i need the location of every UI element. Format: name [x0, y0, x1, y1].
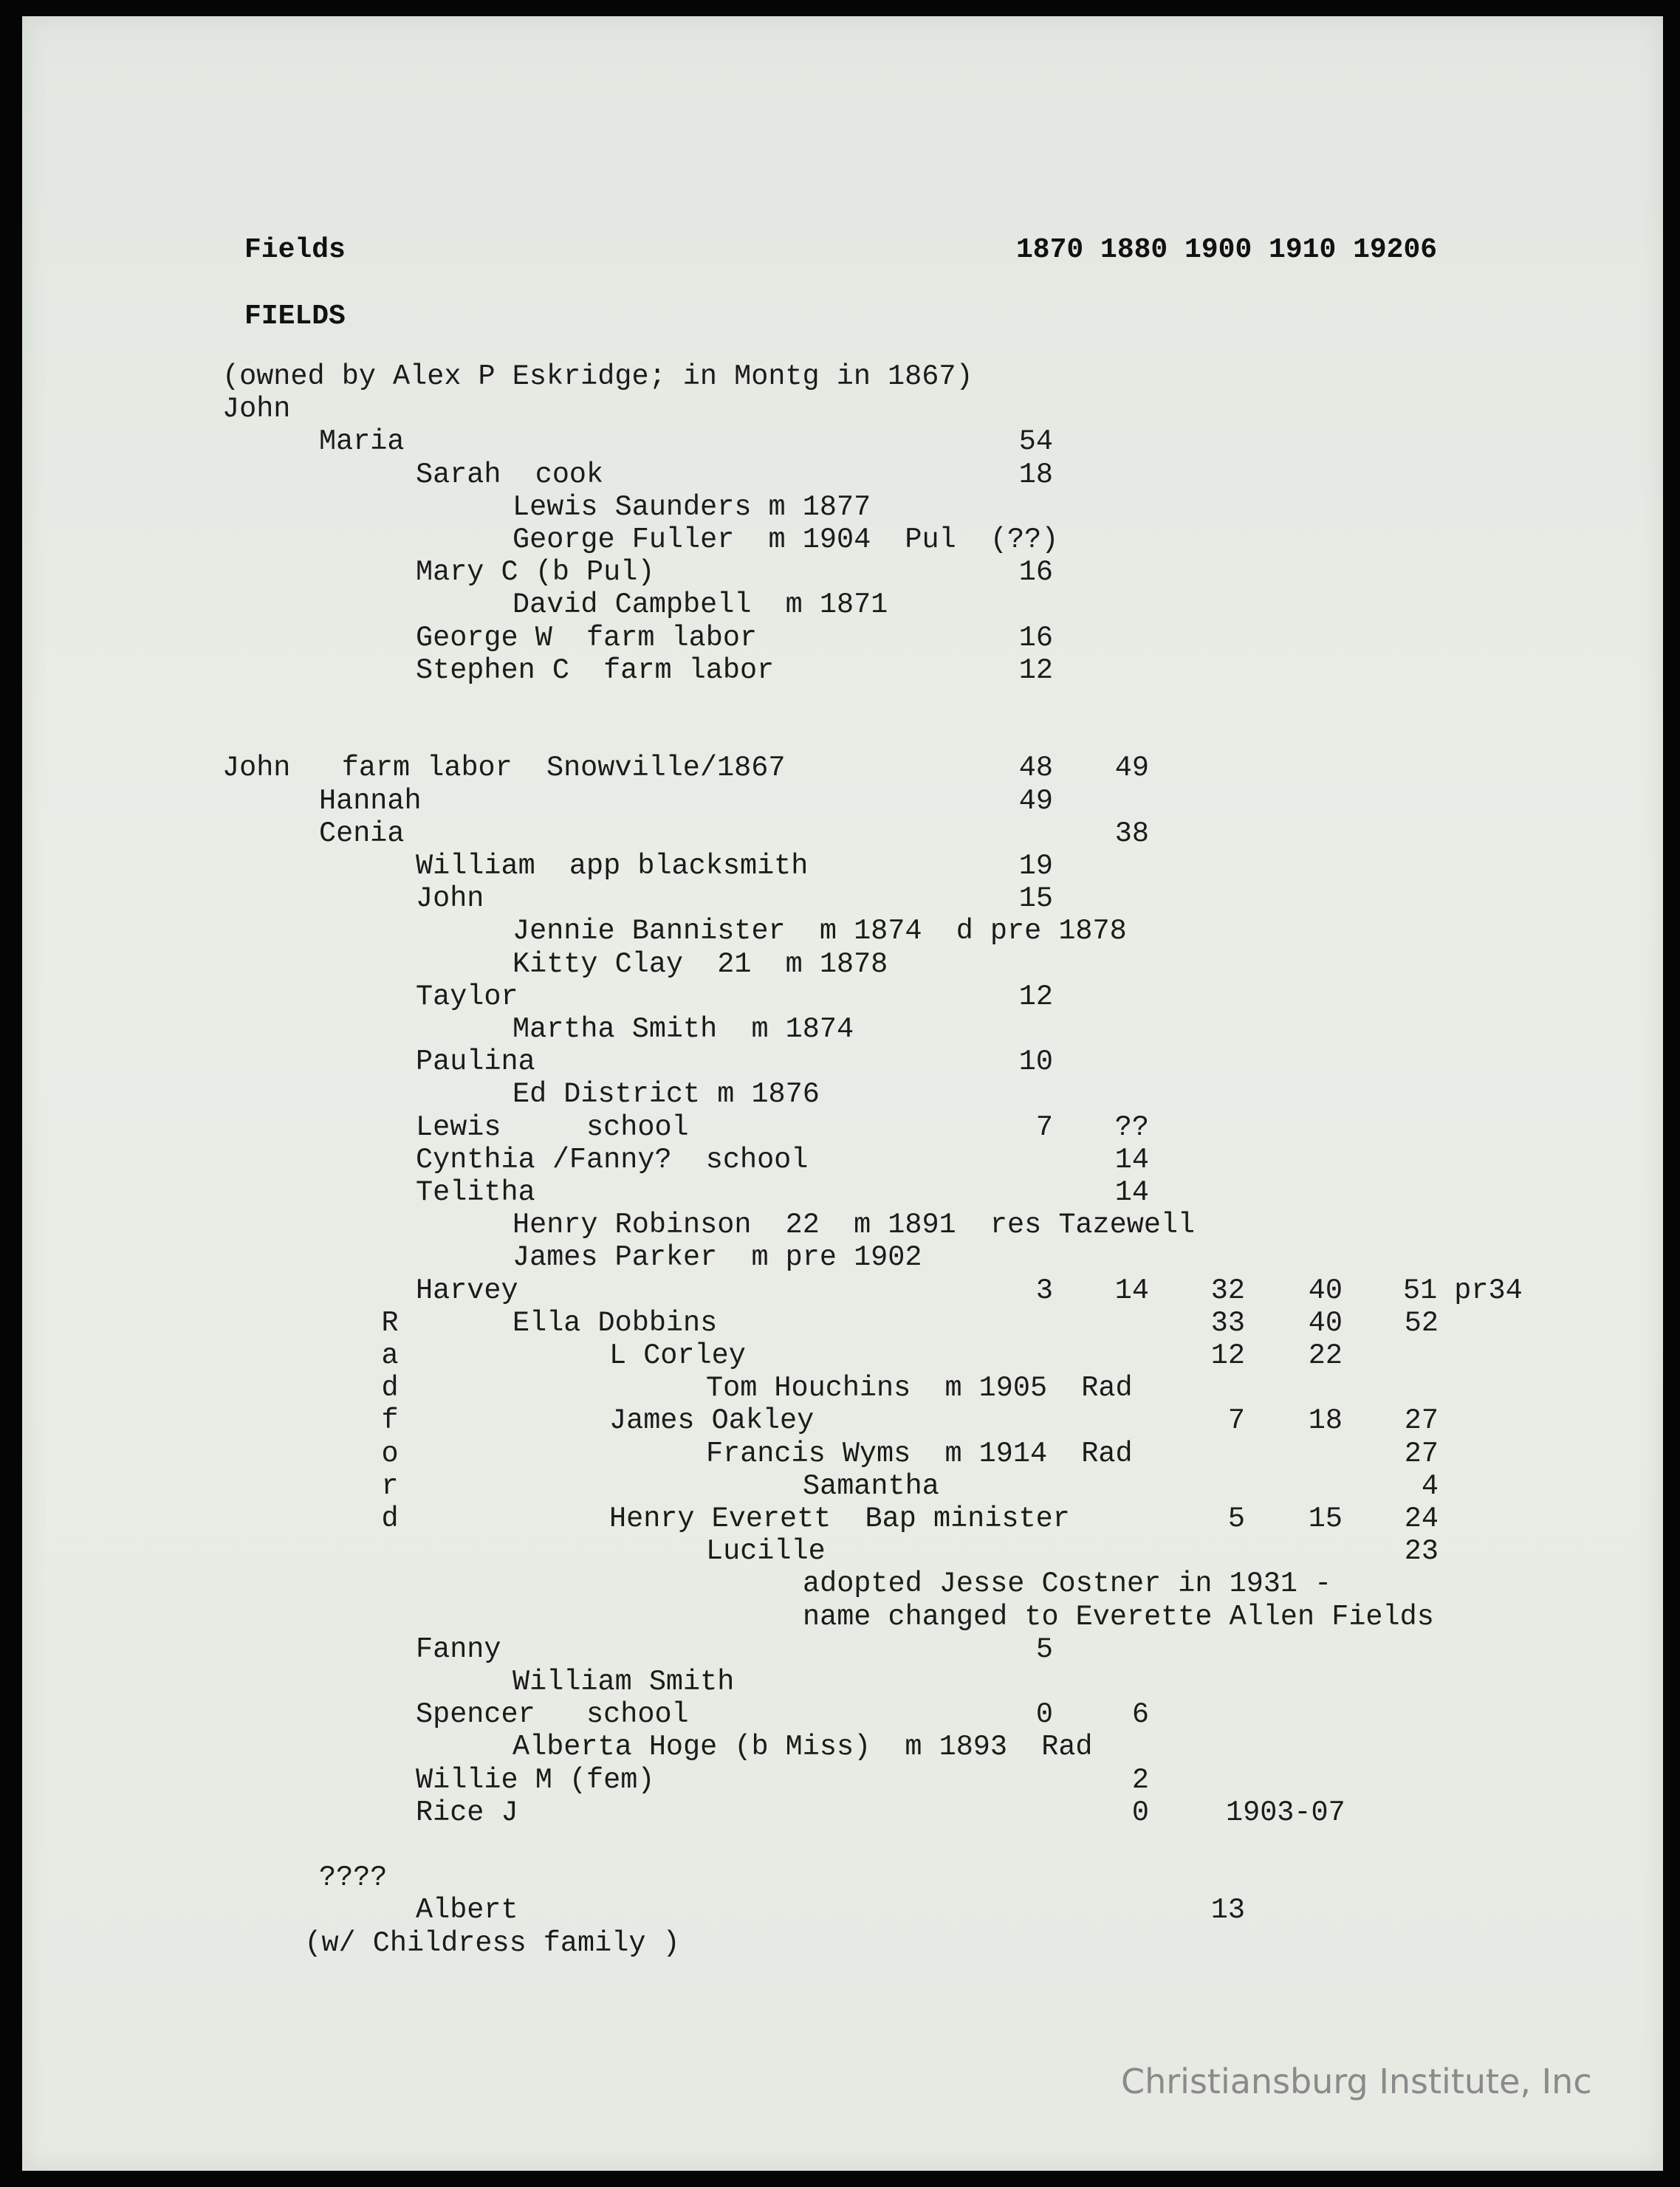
record-text: Spencer school — [416, 1698, 689, 1731]
header-surname: Fields — [244, 234, 346, 266]
census-age-1880: 49 — [1114, 752, 1149, 785]
record-row — [22, 752, 1663, 784]
record-row — [22, 1503, 1663, 1535]
census-age-1920: 27 — [1404, 1404, 1439, 1438]
record-row — [22, 1601, 1663, 1633]
census-age-1920: 24 — [1404, 1503, 1439, 1535]
watermark: Christiansburg Institute, Inc — [1121, 2061, 1592, 2101]
census-age-1870: 19 — [1018, 850, 1053, 882]
record-text: James Parker m pre 1902 — [512, 1241, 922, 1274]
document-page — [22, 16, 1663, 2171]
census-age-1920: 27 — [1404, 1437, 1439, 1470]
radford-letter: a — [381, 1339, 399, 1372]
record-row — [22, 1111, 1663, 1144]
record-row — [22, 719, 1663, 752]
header-census-years: 1870 1880 1900 1910 19206 — [1016, 234, 1438, 266]
record-row — [22, 1796, 1663, 1829]
record-text: John farm labor Snowville/1867 — [222, 752, 786, 785]
census-age-1870: 48 — [1018, 752, 1053, 785]
census-age-1880: 38 — [1114, 817, 1149, 850]
record-text: James Oakley — [609, 1404, 815, 1438]
record-text: Taylor — [416, 980, 518, 1013]
census-age-1880: 0 — [1131, 1796, 1149, 1829]
census-age-1920: 52 — [1404, 1306, 1439, 1339]
census-age-1880: 2 — [1131, 1763, 1149, 1796]
record-row — [22, 1339, 1663, 1372]
census-age-1880: 14 — [1114, 1143, 1149, 1176]
record-text: Alberta Hoge (b Miss) m 1893 Rad — [512, 1731, 1093, 1764]
record-row — [22, 981, 1663, 1013]
record-row — [22, 1698, 1663, 1731]
census-age-1870: 3 — [1035, 1274, 1053, 1307]
radford-letter: R — [381, 1306, 399, 1339]
census-age-1870: 54 — [1018, 425, 1053, 459]
record-row — [22, 1764, 1663, 1796]
record-row — [22, 1633, 1663, 1666]
record-text: Francis Wyms m 1914 Rad — [706, 1437, 1133, 1470]
record-text: Tom Houchins m 1905 Rad — [706, 1372, 1133, 1405]
section-title: FIELDS — [244, 301, 346, 332]
record-row — [22, 360, 1663, 393]
census-age-1870: 10 — [1018, 1046, 1053, 1079]
record-text: David Campbell m 1871 — [512, 588, 888, 622]
record-row — [22, 1404, 1663, 1437]
record-row — [22, 1372, 1663, 1404]
record-text: Hannah — [319, 784, 422, 817]
record-row — [22, 1144, 1663, 1176]
record-row — [22, 1013, 1663, 1046]
record-row — [22, 523, 1663, 556]
record-text: Telitha — [416, 1176, 535, 1209]
record-row — [22, 1731, 1663, 1763]
record-row — [22, 785, 1663, 817]
census-age-1880: 6 — [1131, 1698, 1149, 1731]
census-age-1910: 18 — [1308, 1404, 1343, 1438]
record-row — [22, 1568, 1663, 1600]
record-row — [22, 1046, 1663, 1078]
record-text: Henry Robinson 22 m 1891 res Tazewell — [512, 1209, 1196, 1242]
record-text: Lucille — [706, 1535, 826, 1568]
record-text: adopted Jesse Costner in 1931 - — [803, 1568, 1332, 1601]
census-age-1900: 7 — [1227, 1404, 1245, 1438]
record-text: Mary C (b Pul) — [416, 556, 655, 589]
census-age-1870: 16 — [1018, 621, 1053, 654]
census-age-1870: 5 — [1035, 1632, 1053, 1666]
record-text: Albert — [416, 1894, 518, 1927]
census-age-1870: 18 — [1018, 458, 1053, 491]
record-row — [22, 1209, 1663, 1241]
record-row — [22, 687, 1663, 719]
record-row — [22, 1470, 1663, 1503]
record-row — [22, 1438, 1663, 1470]
census-age-1910: 22 — [1308, 1339, 1343, 1372]
record-row — [22, 1927, 1663, 1960]
record-text: Ella Dobbins — [512, 1306, 718, 1339]
record-text: Maria — [319, 425, 405, 459]
census-age-1870: 12 — [1018, 980, 1053, 1013]
record-text: William Smith — [512, 1666, 735, 1698]
radford-letter: d — [381, 1372, 399, 1405]
record-row — [22, 882, 1663, 915]
record-row — [22, 948, 1663, 981]
census-age-1870: 7 — [1035, 1110, 1053, 1144]
record-row — [22, 850, 1663, 882]
census-age-1870: 12 — [1018, 653, 1053, 687]
record-text: Cenia — [319, 817, 405, 850]
record-row — [22, 1241, 1663, 1274]
record-row — [22, 556, 1663, 588]
census-age-1870: 16 — [1018, 556, 1053, 589]
record-text: Jennie Bannister m 1874 d pre 1878 — [512, 915, 1127, 948]
record-text: Harvey — [416, 1274, 518, 1307]
record-text: Samantha — [803, 1469, 939, 1503]
record-text: Lewis Saunders m 1877 — [512, 490, 871, 523]
record-row — [22, 1861, 1663, 1894]
record-text: John — [416, 882, 484, 916]
census-age-1870: 0 — [1035, 1698, 1053, 1731]
record-text: Martha Smith m 1874 — [512, 1013, 854, 1046]
radford-letter: r — [381, 1469, 399, 1503]
record-text: Stephen C farm labor — [416, 653, 775, 687]
record-text: name changed to Everette Allen Fields — [803, 1600, 1434, 1633]
census-age-1880: 14 — [1114, 1274, 1149, 1307]
record-text: (owned by Alex P Eskridge; in Montg in 1867) — [222, 360, 973, 393]
census-age-1920: 51 pr34 — [1403, 1274, 1523, 1307]
record-text: George Fuller m 1904 Pul (??) — [512, 523, 1059, 556]
census-age-1910: 15 — [1308, 1503, 1343, 1535]
record-row — [22, 1894, 1663, 1926]
record-text: William app blacksmith — [416, 850, 809, 882]
record-row — [22, 588, 1663, 621]
record-row — [22, 1307, 1663, 1339]
census-age-1900: 33 — [1210, 1306, 1245, 1339]
record-text: Willie M (fem) — [416, 1763, 655, 1796]
record-row — [22, 425, 1663, 458]
record-text: Kitty Clay 21 m 1878 — [512, 947, 888, 981]
record-row — [22, 393, 1663, 425]
radford-letter: f — [381, 1404, 399, 1438]
census-age-1870: 49 — [1018, 784, 1053, 817]
record-row — [22, 915, 1663, 947]
census-age-1900: 13 — [1210, 1894, 1245, 1927]
record-text: Ed District m 1876 — [512, 1078, 820, 1111]
record-row — [22, 1666, 1663, 1698]
record-row — [22, 1078, 1663, 1110]
record-text: Rice J — [416, 1796, 518, 1829]
census-age-1920: 23 — [1404, 1535, 1439, 1568]
census-age-1870: 15 — [1018, 882, 1053, 916]
record-row — [22, 1176, 1663, 1209]
census-age-1910: 40 — [1308, 1274, 1343, 1307]
record-row — [22, 817, 1663, 850]
radford-letter: o — [381, 1437, 399, 1470]
record-text: John — [222, 393, 291, 426]
record-text: Henry Everett Bap minister — [609, 1503, 1070, 1535]
census-age-1900: 12 — [1210, 1339, 1245, 1372]
record-row — [22, 491, 1663, 523]
record-text: L Corley — [609, 1339, 746, 1372]
census-age-1880: 14 — [1114, 1176, 1149, 1209]
census-age-1880: ?? — [1114, 1110, 1149, 1144]
census-age-1920: 4 — [1421, 1469, 1439, 1503]
record-text: Sarah cook — [416, 458, 604, 491]
record-row — [22, 1535, 1663, 1568]
record-text: George W farm labor — [416, 621, 758, 654]
record-note: 1903-07 — [1226, 1796, 1345, 1829]
record-text: Fanny — [416, 1632, 501, 1666]
record-text: Cynthia /Fanny? school — [416, 1143, 809, 1176]
record-row — [22, 654, 1663, 687]
census-age-1900: 32 — [1210, 1274, 1245, 1307]
record-text: ???? — [319, 1861, 388, 1895]
record-row — [22, 459, 1663, 491]
census-age-1900: 5 — [1227, 1503, 1245, 1535]
record-row — [22, 1274, 1663, 1307]
record-text: Lewis school — [416, 1110, 689, 1144]
record-row — [22, 622, 1663, 654]
record-text: Paulina — [416, 1046, 535, 1079]
record-row — [22, 1829, 1663, 1861]
census-age-1910: 40 — [1308, 1306, 1343, 1339]
radford-letter: d — [381, 1503, 399, 1535]
record-text: (w/ Childress family ) — [304, 1926, 680, 1960]
